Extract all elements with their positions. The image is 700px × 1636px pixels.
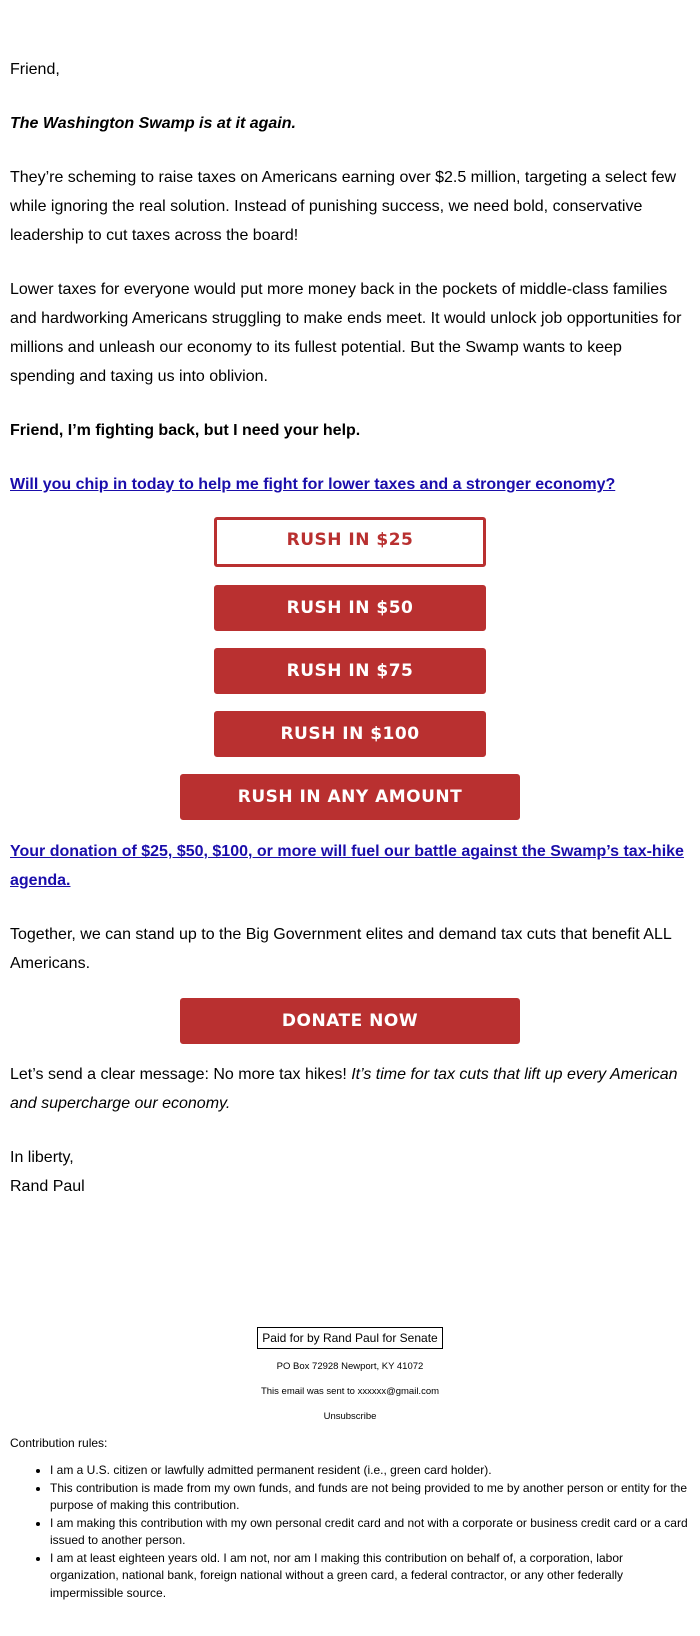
rush-25-button[interactable]: RUSH IN $25 [214,517,486,567]
contribution-rule: • This contribution is made from my own funds, and funds are not being provided to me by another person or entity for the purpose of making this contribution. [50,1480,692,1515]
contribution-rule: • I am at least eighteen years old. I am not, nor am I making this contribution on behalf of, a corporation, labor organization, national bank, foreign national without a green card, a federal contractor, or any other federally impermissible source. [50,1550,692,1603]
email-footer [0,1327,700,1602]
paragraph-5-regular: Let’s send a clear message: No more tax hikes! [10,1066,352,1083]
paragraph-5 [10,1060,690,1118]
paragraph-5-italic: It’s time for tax cuts that lift up every American and supercharge our economy. [10,1066,678,1112]
contribution-rule: • I am a U.S. citizen or lawfully admitted permanent resident (i.e., green card holder). [50,1462,692,1480]
rush-any-amount-button[interactable]: RUSH IN ANY AMOUNT [180,774,520,820]
ask-link[interactable]: Will you chip in today to help me fight for lower taxes and a stronger economy? [10,476,616,493]
unsubscribe-link[interactable]: Unsubscribe [323,1411,377,1422]
paid-for-disclaimer: Paid for by Rand Paul for Senate [257,1327,443,1349]
headline: The Washington Swamp is at it again. [10,115,296,132]
paragraph-1: They’re scheming to raise taxes on Americans earning over $2.5 million, targeting a select few while ignoring the real solution. Instead of punishing success, we need bold, conservative leadership to cut taxes across the board! [10,169,677,244]
rush-50-button[interactable]: RUSH IN $50 [214,585,486,631]
signature: Rand Paul [10,1178,85,1195]
paragraph-4: Together, we can stand up to the Big Government elites and demand tax cuts that benefit ALL Americans. [10,926,672,972]
donate-now-wrap [10,998,690,1044]
donation-link[interactable]: Your donation of $25, $50, $100, or more will fuel our battle against the Swamp’s tax-hike agenda. [10,843,684,889]
contribution-rules-title: Contribution rules: [10,1436,108,1450]
donation-paragraph [10,837,690,895]
rush-75-button[interactable]: RUSH IN $75 [214,648,486,694]
paragraph-3: Friend, I’m fighting back, but I need your help. [10,422,361,439]
ask-paragraph [10,470,690,499]
rush-100-button[interactable]: RUSH IN $100 [214,711,486,757]
greeting: Friend, [10,61,60,78]
signoff: In liberty, [10,1149,74,1166]
donation-buttons [10,517,690,820]
donate-now-button[interactable]: DONATE NOW [180,998,520,1044]
sent-to-notice: This email was sent to xxxxxx@gmail.com [260,1386,440,1397]
mailing-address: PO Box 72928 Newport, KY 41072 [276,1361,424,1372]
contribution-rule: • I am making this contribution with my own personal credit card and not with a corporate or business credit card or a card issued to another person. [50,1515,692,1550]
contribution-rules-list [0,1462,700,1602]
paragraph-2: Lower taxes for everyone would put more money back in the pockets of middle-class families and hardworking Americans struggling to make ends meet. It would unlock job opportunities for millions and unleash our economy to its fullest potential. But the Swamp wants to keep spending and taxing us into oblivion. [10,281,682,385]
email-body [10,55,690,1226]
